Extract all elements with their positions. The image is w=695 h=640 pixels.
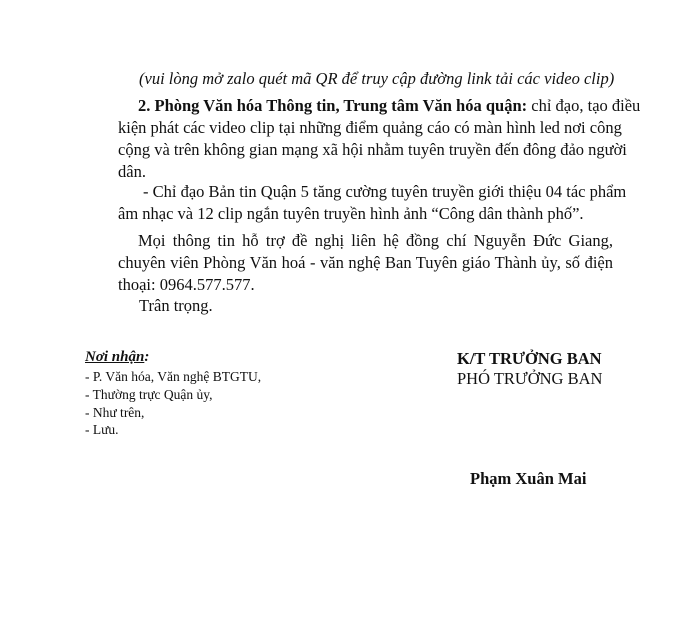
recipient-item: - Lưu. [85, 422, 119, 437]
item2-line3: cộng và trên không gian mạng xã hội nhằm tuyên truyền đến đông đảo người [118, 140, 627, 159]
bullet-line2: âm nhạc và 12 clip ngắn tuyên truyền hình ảnh “Công dân thành phố”. [118, 204, 584, 223]
item2-line4: dân. [118, 162, 146, 181]
recipients-title-text: Nơi nhận [85, 349, 145, 365]
item2-line2: kiện phát các video clip tại những điểm quảng cáo có màn hình led nơi công [118, 118, 622, 137]
item2-heading: 2. Phòng Văn hóa Thông tin, Trung tâm Văn hóa quận: [138, 96, 528, 115]
bullet-line1: - Chỉ đạo Bản tin Quận 5 tăng cường tuyên truyền giới thiệu 04 tác phẩm [143, 182, 627, 201]
recipients-title-colon: : [144, 349, 150, 365]
recipients-title [85, 346, 149, 368]
closing-text: Trân trọng. [139, 296, 213, 315]
signature-subtitle: PHÓ TRƯỞNG BAN [457, 369, 603, 388]
recipient-item: - Thường trực Quận ủy, [85, 387, 213, 402]
signature-name: Phạm Xuân Mai [470, 469, 587, 488]
recipient-item: - Như trên, [85, 405, 145, 420]
recipient-item: - P. Văn hóa, Văn nghệ BTGTU, [85, 369, 262, 384]
item2-line1-rest: chỉ đạo, tạo điều [527, 96, 641, 115]
contact-line1: Mọi thông tin hỗ trợ đề nghị liên hệ đồng chí Nguyễn Đức Giang, [138, 231, 613, 250]
signature-title: K/T TRƯỞNG BAN [457, 349, 602, 368]
contact-line2: chuyên viên Phòng Văn hoá - văn nghệ Ban Tuyên giáo Thành ủy, số điện [118, 253, 613, 272]
note-line: (vui lòng mở zalo quét mã QR để truy cập đường link tải các video clip) [139, 69, 615, 88]
contact-line3: thoại: 0964.577.577. [118, 275, 255, 294]
item2-line1 [118, 95, 641, 117]
